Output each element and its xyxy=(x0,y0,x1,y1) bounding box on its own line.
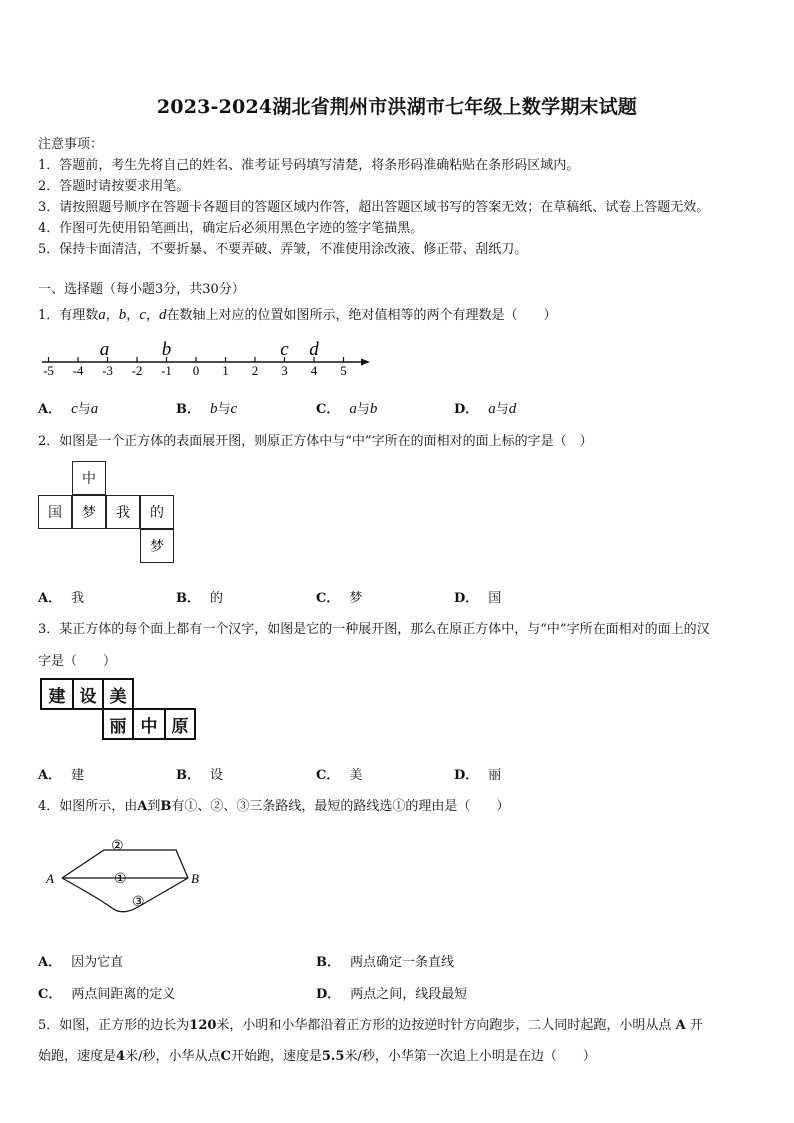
note-item: 1．答题前，考生先将自己的姓名、准考证号码填写清楚，将条形码准确粘贴在条形码区域内。 xyxy=(38,158,580,173)
q2-option-a[interactable]: A． 我 xyxy=(38,591,85,606)
tick-label: -2 xyxy=(131,363,143,378)
question-3-stem-line2: 字是（ ） xyxy=(38,654,117,669)
net-face: 丽 xyxy=(102,708,134,740)
net-face: 美 xyxy=(102,678,134,710)
q1-option-d[interactable]: D． a与d xyxy=(454,401,517,417)
routes-diagram xyxy=(38,828,208,920)
q3-option-c[interactable]: C． 美 xyxy=(316,768,363,783)
q4-option-a[interactable]: A． 因为它直 xyxy=(38,955,124,970)
question-1-stem: 1．有理数a，b，c，d在数轴上对应的位置如图所示，绝对值相等的两个有理数是（ ） xyxy=(38,307,557,323)
note-item: 5．保持卡面清洁，不要折暴、不要弄破、弄皱，不准使用涂改液、修正带、刮纸刀。 xyxy=(38,242,528,257)
net-face: 设 xyxy=(72,678,104,710)
question-4-stem: 4．如图所示，由A到B有①、②、③三条路线，最短的路线选①的理由是（ ） xyxy=(38,799,510,814)
tick-label: 1 xyxy=(222,363,229,378)
q1-option-a[interactable]: A． c与a xyxy=(38,401,99,417)
point-label-a: a xyxy=(99,339,110,360)
tick-label: 3 xyxy=(281,363,288,378)
q4-option-d[interactable]: D． 两点之间，线段最短 xyxy=(316,987,468,1002)
question-5-line1: 5．如图，正方形的边长为120米，小明和小华都沿着正方形的边按逆时针方向跑步，二人同时起跑，小明从点 A 开 xyxy=(38,1018,703,1033)
arrow-icon xyxy=(361,359,370,366)
tick-label: 2 xyxy=(251,363,259,378)
tick-label: 4 xyxy=(310,363,318,378)
q2-option-d[interactable]: D． 国 xyxy=(454,591,502,606)
q3-option-a[interactable]: A． 建 xyxy=(38,768,85,783)
q4-option-b[interactable]: B． 两点确定一条直线 xyxy=(316,955,455,970)
tick-label: -5 xyxy=(43,363,54,378)
note-item: 2．答题时请按要求用笔。 xyxy=(38,179,190,194)
point-label-c: c xyxy=(280,339,289,360)
net-face: 我 xyxy=(106,495,140,529)
net-face: 原 xyxy=(164,708,196,740)
q2-option-c[interactable]: C． 梦 xyxy=(316,591,363,606)
q3-option-d[interactable]: D． 丽 xyxy=(454,768,502,783)
question-3-stem-line1: 3．某正方体的每个面上都有一个汉字，如图是它的一种展开图，那么在原正方体中，与“中”字所在面相对的面上的汉 xyxy=(38,622,710,637)
notes-heading: 注意事项： xyxy=(38,137,104,152)
net-face: 中 xyxy=(72,461,106,495)
tick-label: -4 xyxy=(72,363,84,378)
point-b-label: B xyxy=(191,871,199,886)
route-3-label: ③ xyxy=(132,895,145,910)
q3-option-b[interactable]: B． 设 xyxy=(176,768,224,783)
point-label-d: d xyxy=(309,339,319,360)
net-face: 中 xyxy=(132,708,166,740)
q2-option-b[interactable]: B． 的 xyxy=(176,591,224,606)
page-title: 2023-2024湖北省荆州市洪湖市七年级上数学期末试题 xyxy=(156,96,638,118)
point-a-label: A xyxy=(46,871,54,886)
tick-label: 0 xyxy=(192,363,200,378)
net-face: 梦 xyxy=(140,529,174,563)
note-item: 3．请按照题号顺序在答题卡各题目的答题区域内作答，超出答题区域书写的答案无效；在草稿纸、试卷上答题无效。 xyxy=(38,200,710,215)
note-item: 4．作图可先使用铅笔画出，确定后必须用黑色字迹的签字笔描黑。 xyxy=(38,221,424,236)
net-face: 建 xyxy=(40,678,74,710)
route-2-label: ② xyxy=(111,839,124,854)
section-heading: 一、选择题（每小题3分，共30分） xyxy=(38,282,245,297)
number-line xyxy=(30,330,380,380)
point-label-b: b xyxy=(161,339,172,360)
net-face: 梦 xyxy=(72,495,106,529)
net-face: 国 xyxy=(38,495,72,529)
question-5-line2: 始跑，速度是4米/秒，小华从点C开始跑，速度是5.5米/秒，小华第一次追上小明是在边（ ） xyxy=(38,1049,596,1064)
tick-label: -1 xyxy=(161,363,172,378)
net-face: 的 xyxy=(140,495,174,529)
q4-option-c[interactable]: C． 两点间距离的定义 xyxy=(38,987,176,1002)
route-1-label: ① xyxy=(114,872,127,887)
question-2-stem: 2．如图是一个正方体的表面展开图，则原正方体中与“中”字所在的面相对的面上标的字是（ ） xyxy=(38,434,593,449)
q1-option-c[interactable]: C． a与b xyxy=(316,401,378,417)
q1-option-b[interactable]: B． b与c xyxy=(176,401,238,417)
tick-label: 5 xyxy=(340,363,347,378)
tick-label: -3 xyxy=(102,363,113,378)
